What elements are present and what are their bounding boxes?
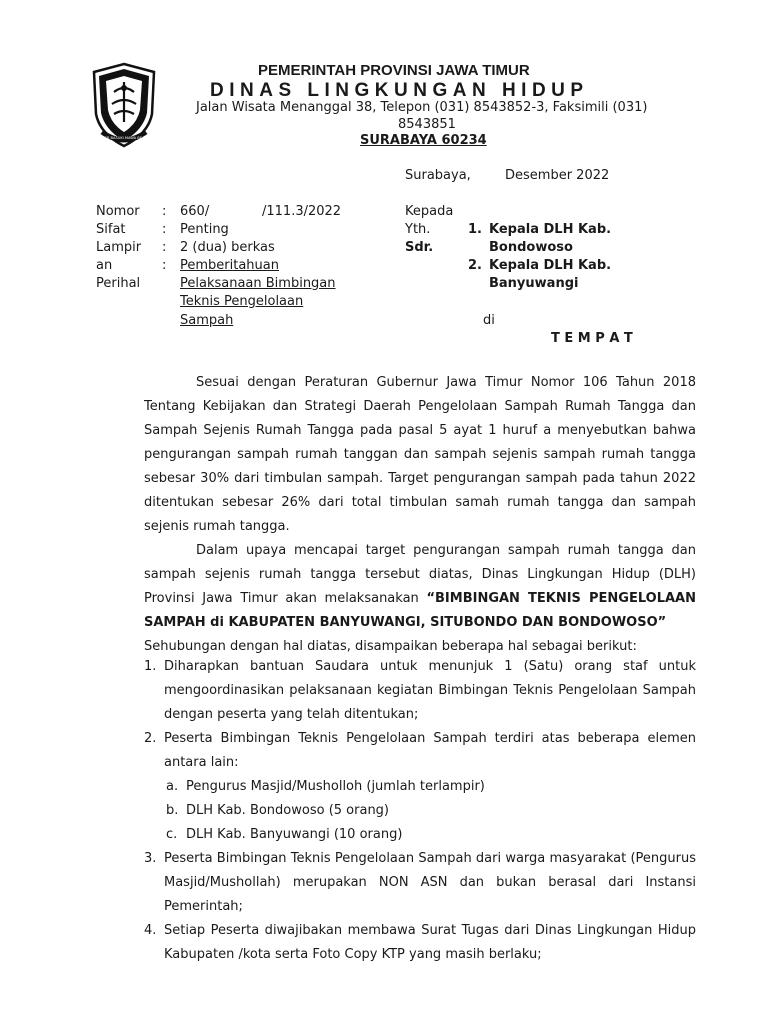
sifat-label: Sifat xyxy=(96,222,126,237)
list-item xyxy=(144,919,696,967)
list-item-text: Peserta Bimbingan Teknis Pengelolaan Sampah terdiri atas beberapa elemen antara lain: xyxy=(164,731,696,770)
government-name: PEMERINTAH PROVINSI JAWA TIMUR xyxy=(258,62,530,79)
sublist-item xyxy=(144,823,696,847)
agency-name: DINAS LINGKUNGAN HIDUP xyxy=(210,80,589,101)
yth-label: Yth. xyxy=(405,222,431,237)
nomor-label: Nomor xyxy=(96,204,140,219)
paragraph-1: Sesuai dengan Peraturan Gubernur Jawa Timur Nomor 106 Tahun 2018 Tentang Kebijakan dan Strategi Daerah Pengelolaan Sampah Rumah Tangga dan Sampah Sejenis Rumah Tangga pada pasal 5 ayat 1 huruf a menyebutkan bahwa pengurangan sampah rumah tanggan dan sampah sejenis sampah rumah tangga sebesar 30% dari timbulan sampah. Target pengurangan sampah pada tahun 2022 ditentukan sebesar 26% dari total timbulan samah rumah tangga dan sampah sejenis rumah tangga. xyxy=(144,375,696,534)
recipient-1-num: 1. xyxy=(468,222,482,237)
emblem-motto: JER BASUKI MAWA BEA xyxy=(103,136,145,140)
city-postcode: SURABAYA 60234 xyxy=(360,133,487,148)
sublist-item-text: DLH Kab. Bondowoso (5 orang) xyxy=(186,803,390,818)
sifat-value: Penting xyxy=(180,222,229,237)
perihal-colon: : xyxy=(162,258,167,273)
body-paragraphs xyxy=(144,371,696,659)
sublist-item-text: DLH Kab. Banyuwangi (10 orang) xyxy=(186,827,403,842)
coat-of-arms-icon xyxy=(90,62,158,148)
lampiran-value: 2 (dua) berkas xyxy=(180,240,275,255)
sublist-item xyxy=(144,775,696,799)
date-place: Surabaya, xyxy=(405,168,471,183)
recipient-2-line-1: Kepala DLH Kab. xyxy=(489,258,612,273)
paragraph-2 xyxy=(144,539,696,635)
lampiran-colon: : xyxy=(162,240,167,255)
list-item xyxy=(144,727,696,775)
sifat-colon: : xyxy=(162,222,167,237)
list-item-number: 2. xyxy=(144,731,157,746)
sublist-item xyxy=(144,799,696,823)
perihal-line-4: Sampah xyxy=(180,313,234,328)
address-line-2: 8543851 xyxy=(398,117,456,132)
list-item xyxy=(144,655,696,727)
recipient-2-line-2: Banyuwangi xyxy=(489,276,579,291)
date-month-year: Desember 2022 xyxy=(505,168,610,183)
event-title: “BIMBINGAN TEKNIS PENGELOLAAN SAMPAH di KABUPATEN BANYUWANGI, SITUBONDO DAN BONDOWOSO” xyxy=(144,591,696,630)
list-item-number: 1. xyxy=(144,659,157,674)
perihal-line-2: Pelaksanaan Bimbingan xyxy=(180,276,336,291)
recipient-1-line-1: Kepala DLH Kab. xyxy=(489,222,612,237)
paragraph-2-text: Dalam upaya mencapai target pengurangan sampah rumah tangga dan sampah sejenis rumah tangga tersebut diatas, Dinas Lingkungan Hidup (DLH) Provinsi Jawa Timur akan melaksanakan xyxy=(144,543,696,606)
sdr-label: Sdr. xyxy=(405,240,434,255)
perihal-label: Perihal xyxy=(96,276,141,291)
kepada-label: Kepada xyxy=(405,204,454,219)
di-label: di xyxy=(483,313,495,328)
perihal-line-3: Teknis Pengelolaan xyxy=(180,294,304,309)
lampiran-label-1: Lampir xyxy=(96,240,142,255)
recipient-2-num: 2. xyxy=(468,258,482,273)
list-item-number: 4. xyxy=(144,923,157,938)
list-item xyxy=(144,847,696,919)
sublist-item-text: Pengurus Masjid/Musholloh (jumlah terlampir) xyxy=(186,779,485,794)
nomor-colon: : xyxy=(162,204,167,219)
numbered-list xyxy=(144,655,696,967)
perihal-line-1: Pemberitahuan xyxy=(180,258,279,273)
paragraph-3: Sehubungan dengan hal diatas, disampaikan beberapa hal sebagai berikut: xyxy=(144,639,637,654)
tempat-label: T E M P A T xyxy=(551,331,633,346)
recipient-1-line-2: Bondowoso xyxy=(489,240,573,255)
list-item-text: Setiap Peserta diwajibakan membawa Surat Tugas dari Dinas Lingkungan Hidup Kabupaten /kota serta Foto Copy KTP yang masih berlaku; xyxy=(164,923,696,962)
sublist-item-letter: c. xyxy=(166,827,178,842)
list-item-text: Diharapkan bantuan Saudara untuk menunjuk 1 (Satu) orang staf untuk mengoordinasikan pelaksanaan kegiatan Bimbingan Teknis Pengelolaan Sampah dengan peserta yang telah ditentukan; xyxy=(164,659,696,722)
list-item-text: Peserta Bimbingan Teknis Pengelolaan Sampah dari warga masyarakat (Pengurus Masjid/Mushollah) merupakan NON ASN dan bukan berasal dari Instansi Pemerintah; xyxy=(164,851,696,914)
nomor-suffix: /111.3/2022 xyxy=(262,204,342,219)
address-line-1: Jalan Wisata Menanggal 38, Telepon (031) 8543852-3, Faksimili (031) xyxy=(196,100,648,115)
list-item-number: 3. xyxy=(144,851,157,866)
lampiran-label-2: an xyxy=(96,258,113,273)
sublist-item-letter: b. xyxy=(166,803,179,818)
nomor-value: 660/ xyxy=(180,204,210,219)
sublist-item-letter: a. xyxy=(166,779,179,794)
